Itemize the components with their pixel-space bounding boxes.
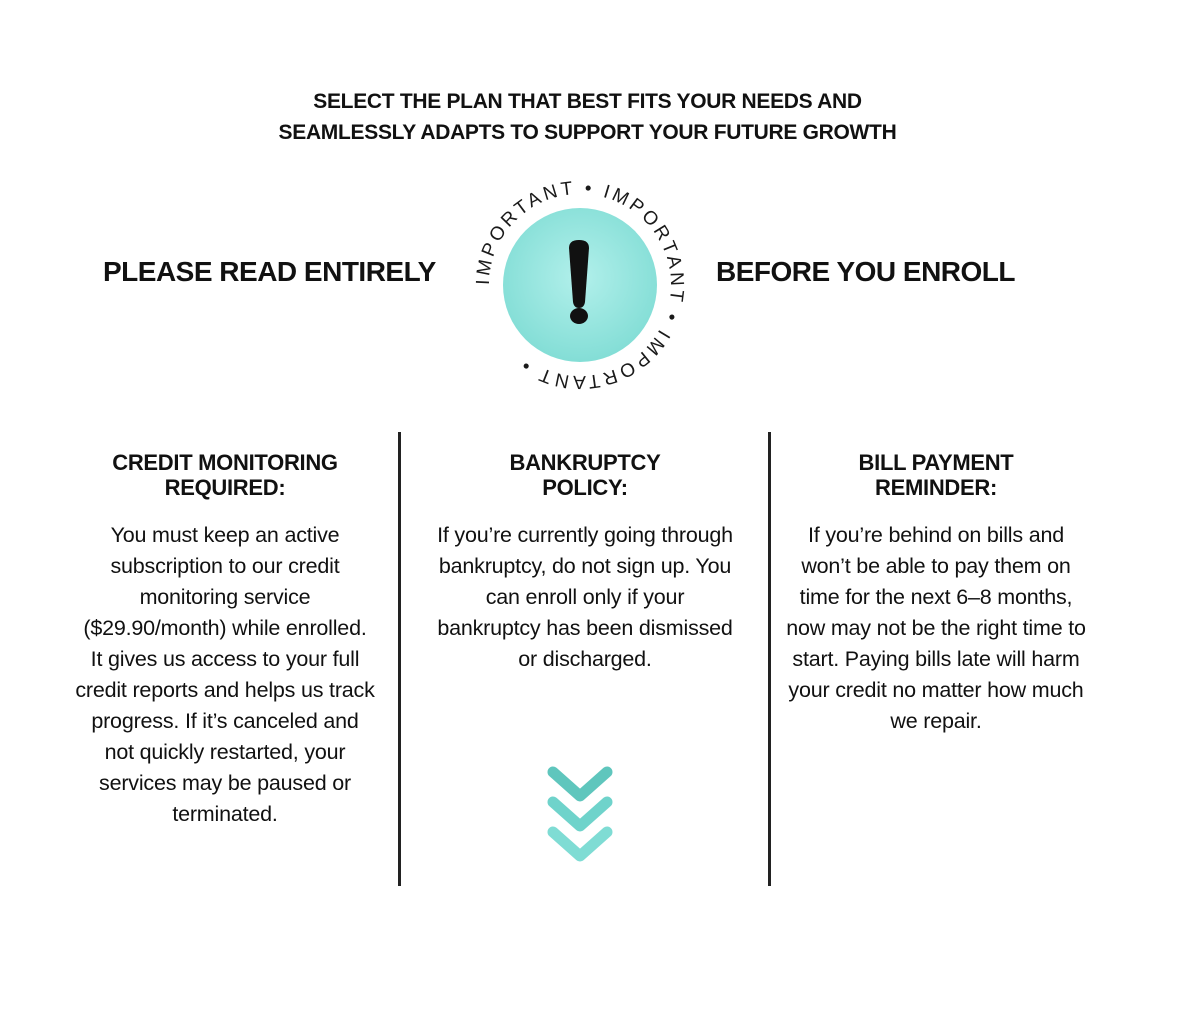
please-read-label: PLEASE READ ENTIRELY <box>103 256 436 287</box>
bill-payment-title <box>786 450 1086 500</box>
credit-monitoring-title <box>75 450 375 500</box>
bankruptcy-policy-section <box>435 450 735 675</box>
headline-line-2: SEAMLESSLY ADAPTS TO SUPPORT YOUR FUTURE GROWTH <box>278 121 897 144</box>
important-badge-graphic <box>450 170 710 400</box>
bill-payment-body: If you’re behind on bills and won’t be able to pay them on time for the next 6–8 months, now may not be the right time to start. Paying bills late will harm your credit no matter how much we repair. <box>786 523 1086 733</box>
column-divider-left <box>398 432 401 886</box>
bankruptcy-policy-title-line-2: POLICY: <box>542 475 628 500</box>
credit-monitoring-section <box>75 450 375 830</box>
bill-payment-title-line-2: REMINDER: <box>875 475 997 500</box>
badge-ring-text: IMPORTANT • IMPORTANT • IMPORTANT • <box>472 177 688 393</box>
exclamation-icon <box>569 240 589 324</box>
credit-monitoring-body: You must keep an active subscription to our credit monitoring service ($29.90/month) while enrolled. It gives us access to your full credit reports and helps us track progress. If it’s canceled and not quickly restarted, your services may be paused or terminated. <box>75 523 375 826</box>
important-badge <box>450 170 710 400</box>
before-enroll-label: BEFORE YOU ENROLL <box>716 256 1016 287</box>
credit-monitoring-title-line-2: REQUIRED: <box>164 475 286 500</box>
headline-line-1: SELECT THE PLAN THAT BEST FITS YOUR NEEDS AND <box>313 90 862 113</box>
credit-monitoring-title-line-1: CREDIT MONITORING <box>112 450 338 475</box>
bankruptcy-policy-title-line-1: BANKRUPTCY <box>509 450 661 475</box>
triple-chevron-down-icon[interactable] <box>545 760 615 870</box>
bankruptcy-policy-title <box>435 450 735 500</box>
bankruptcy-policy-body: If you’re currently going through bankruptcy, do not sign up. You can enroll only if your bankruptcy has been dismissed or discharged. <box>437 523 733 671</box>
bill-payment-title-line-1: BILL PAYMENT <box>858 450 1014 475</box>
bill-payment-section <box>786 450 1086 737</box>
column-divider-right <box>768 432 771 886</box>
page-headline <box>0 86 1175 148</box>
